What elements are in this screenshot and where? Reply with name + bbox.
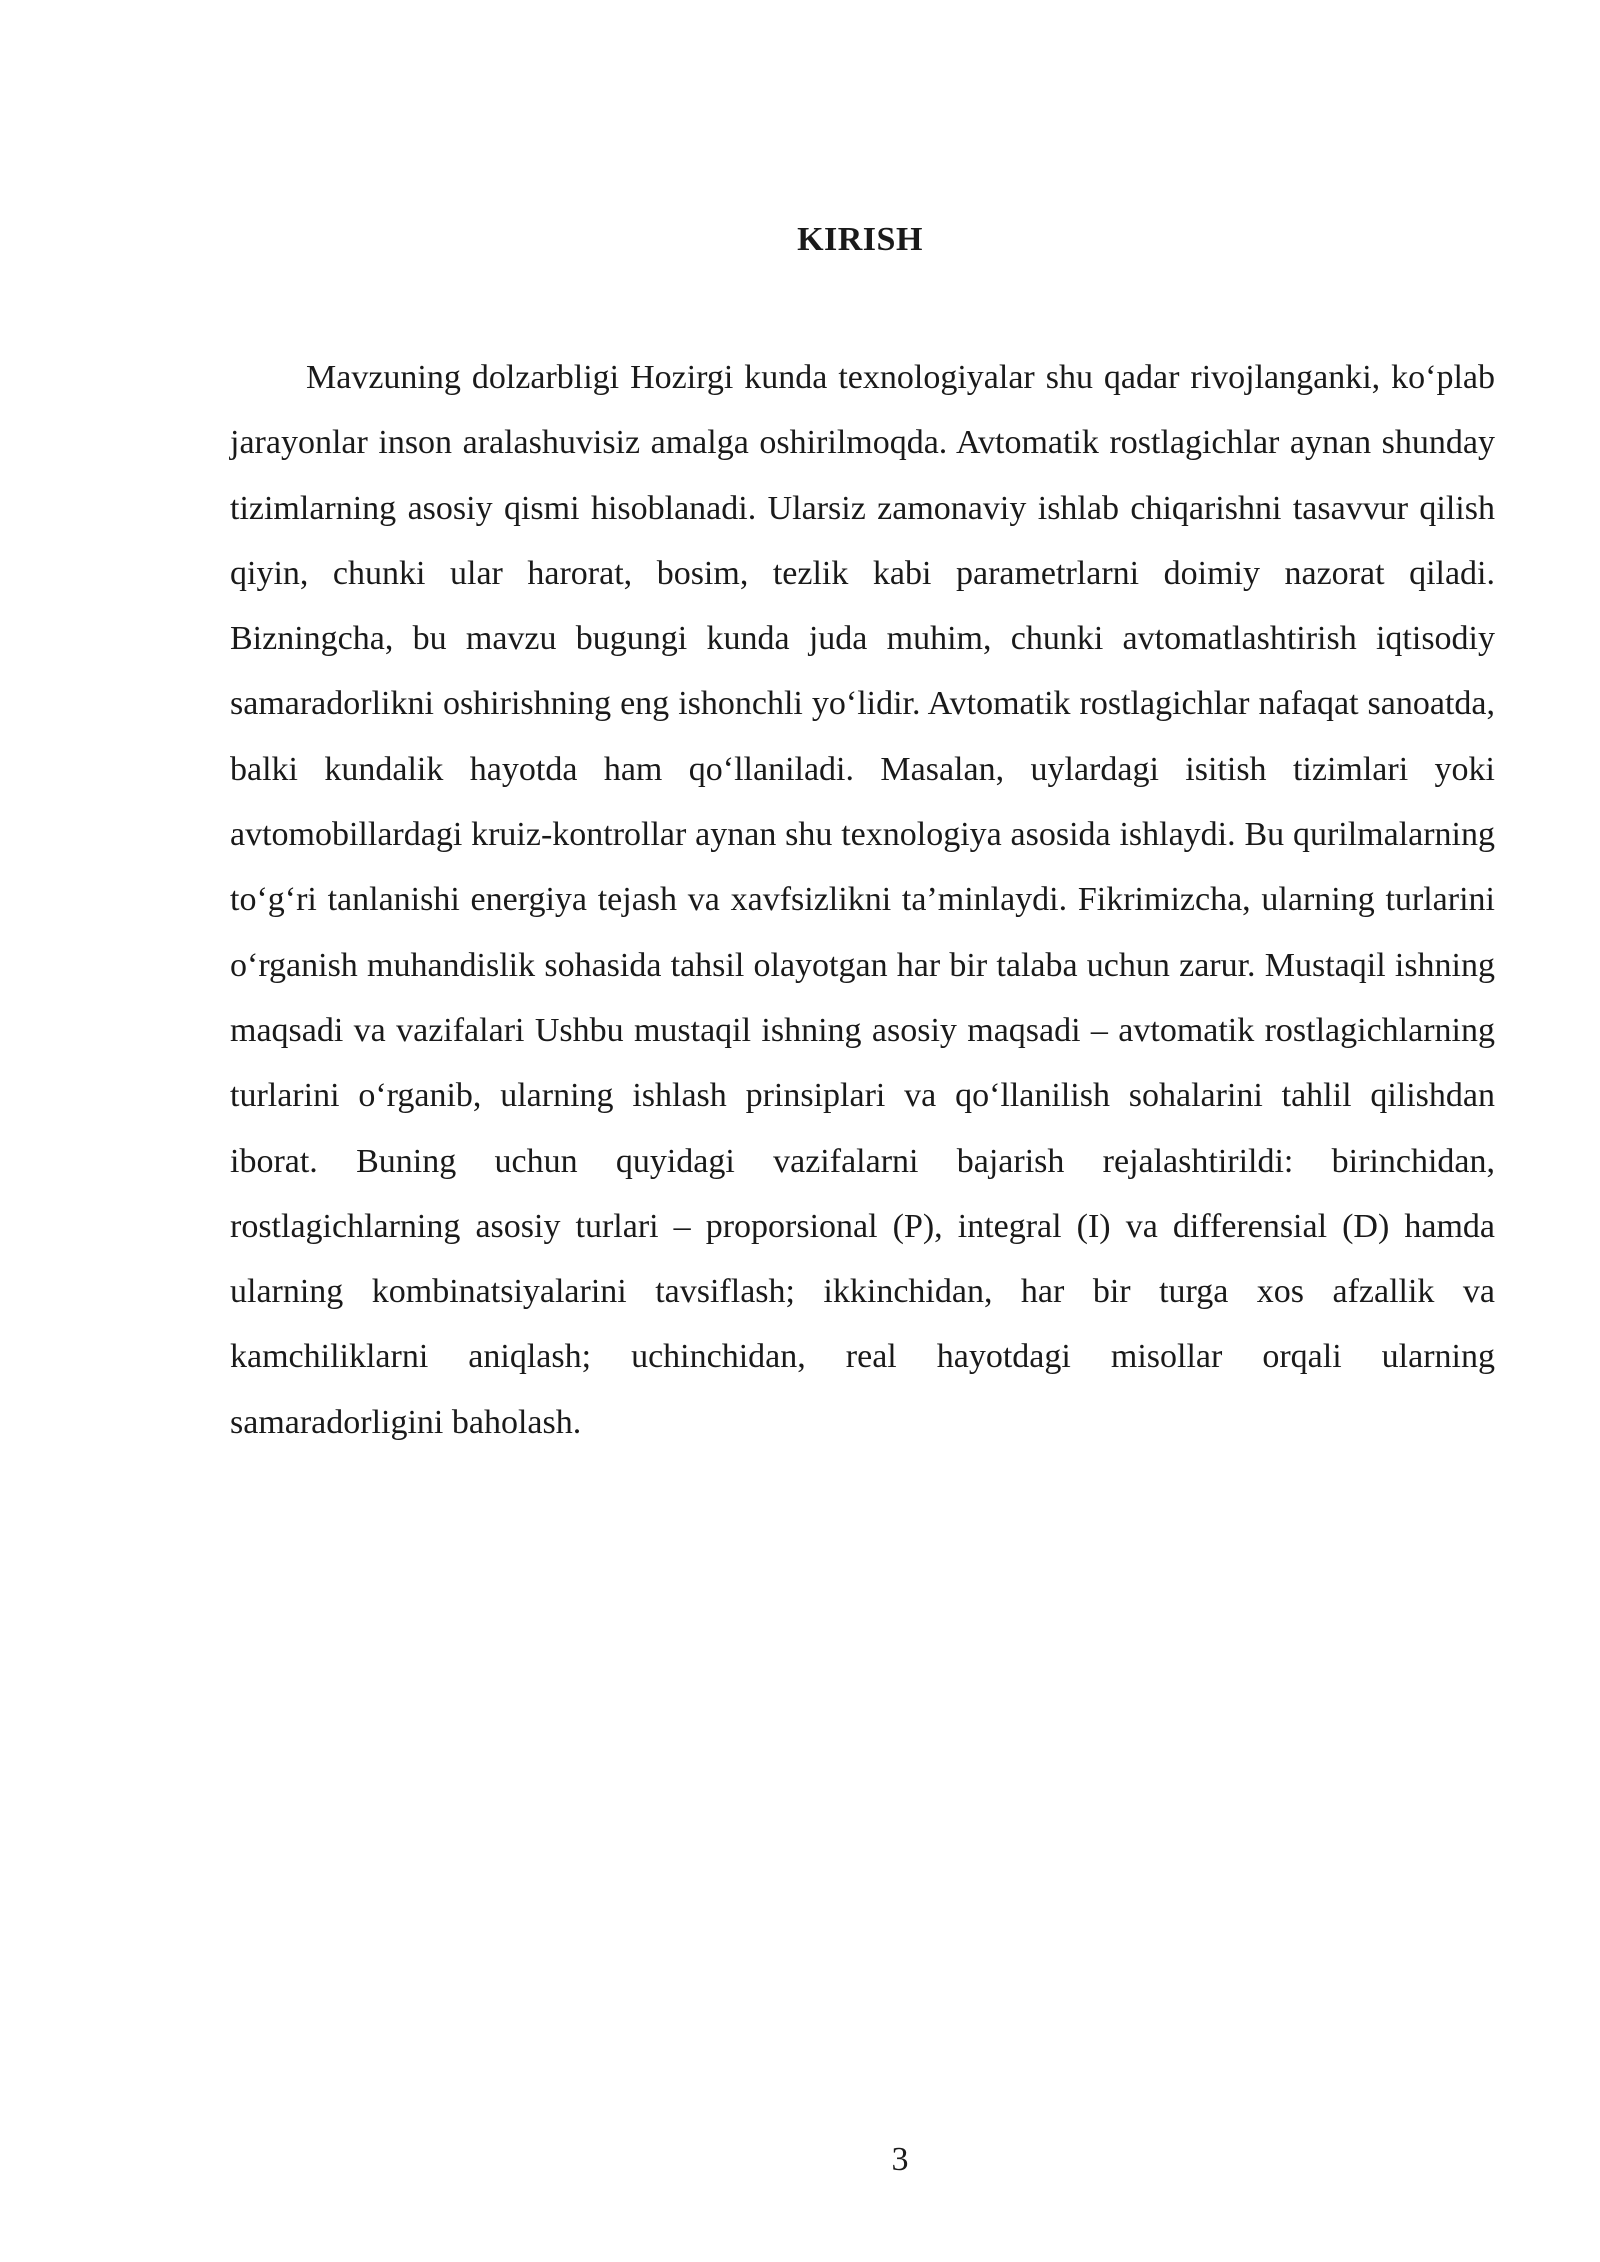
section-heading: KIRISH — [797, 221, 923, 258]
body-paragraph: Mavzuning dolzarbligi Hozirgi kunda texnologiyalar shu qadar rivojlanganki, ko‘plab jarayonlar inson aralashuvisiz amalga oshirilmoqda. Avtomatik rostlagichlar aynan shunday tizimlarning asosiy qismi hisoblanadi. Ularsiz zamonaviy ishlab chiqarishni tasavvur qilish qiyin, chunki ular harorat, bosim, tezlik kabi parametrlarni doimiy nazorat qiladi. Bizningcha, bu mavzu bugungi kunda juda muhim, chunki avtomatlashtirish iqtisodiy samaradorlikni oshirishning eng ishonchli yo‘lidir. Avtomatik rostlagichlar nafaqat sanoatda, balki kundalik hayotda ham qo‘llaniladi. Masalan, uylardagi isitish tizimlari yoki avtomobillardagi kruiz-kontrollar aynan shu texnologiya asosida ishlaydi. Bu qurilmalarning to‘g‘ri tanlanishi energiya tejash va xavfsizlikni ta’minlaydi. Fikrimizcha, ularning turlarini o‘rganish muhandislik sohasida tahsil olayotgan har bir talaba uchun zarur. Mustaqil ishning maqsadi va vazifalari Ushbu mustaqil ishning asosiy maqsadi – avtomatik rostlagichlarning turlarini o‘rganib, ularning ishlash prinsiplari va qo‘llanilish sohalarini tahlil qilishdan iborat. Buning uchun quyidagi vazifalarni bajarish rejalashtirildi: birinchidan, rostlagichlarning asosiy turlari – proporsional (P), integral (I) va differensial (D) hamda ularning kombinatsiyalarini tavsiflash; ikkinchidan, har bir turga xos afzallik va kamchiliklarni aniqlash; uchinchidan, real hayotdagi misollar orqali ularning samaradorligini baholash. — [230, 359, 1495, 1441]
page-number: 3 — [891, 2141, 909, 2178]
